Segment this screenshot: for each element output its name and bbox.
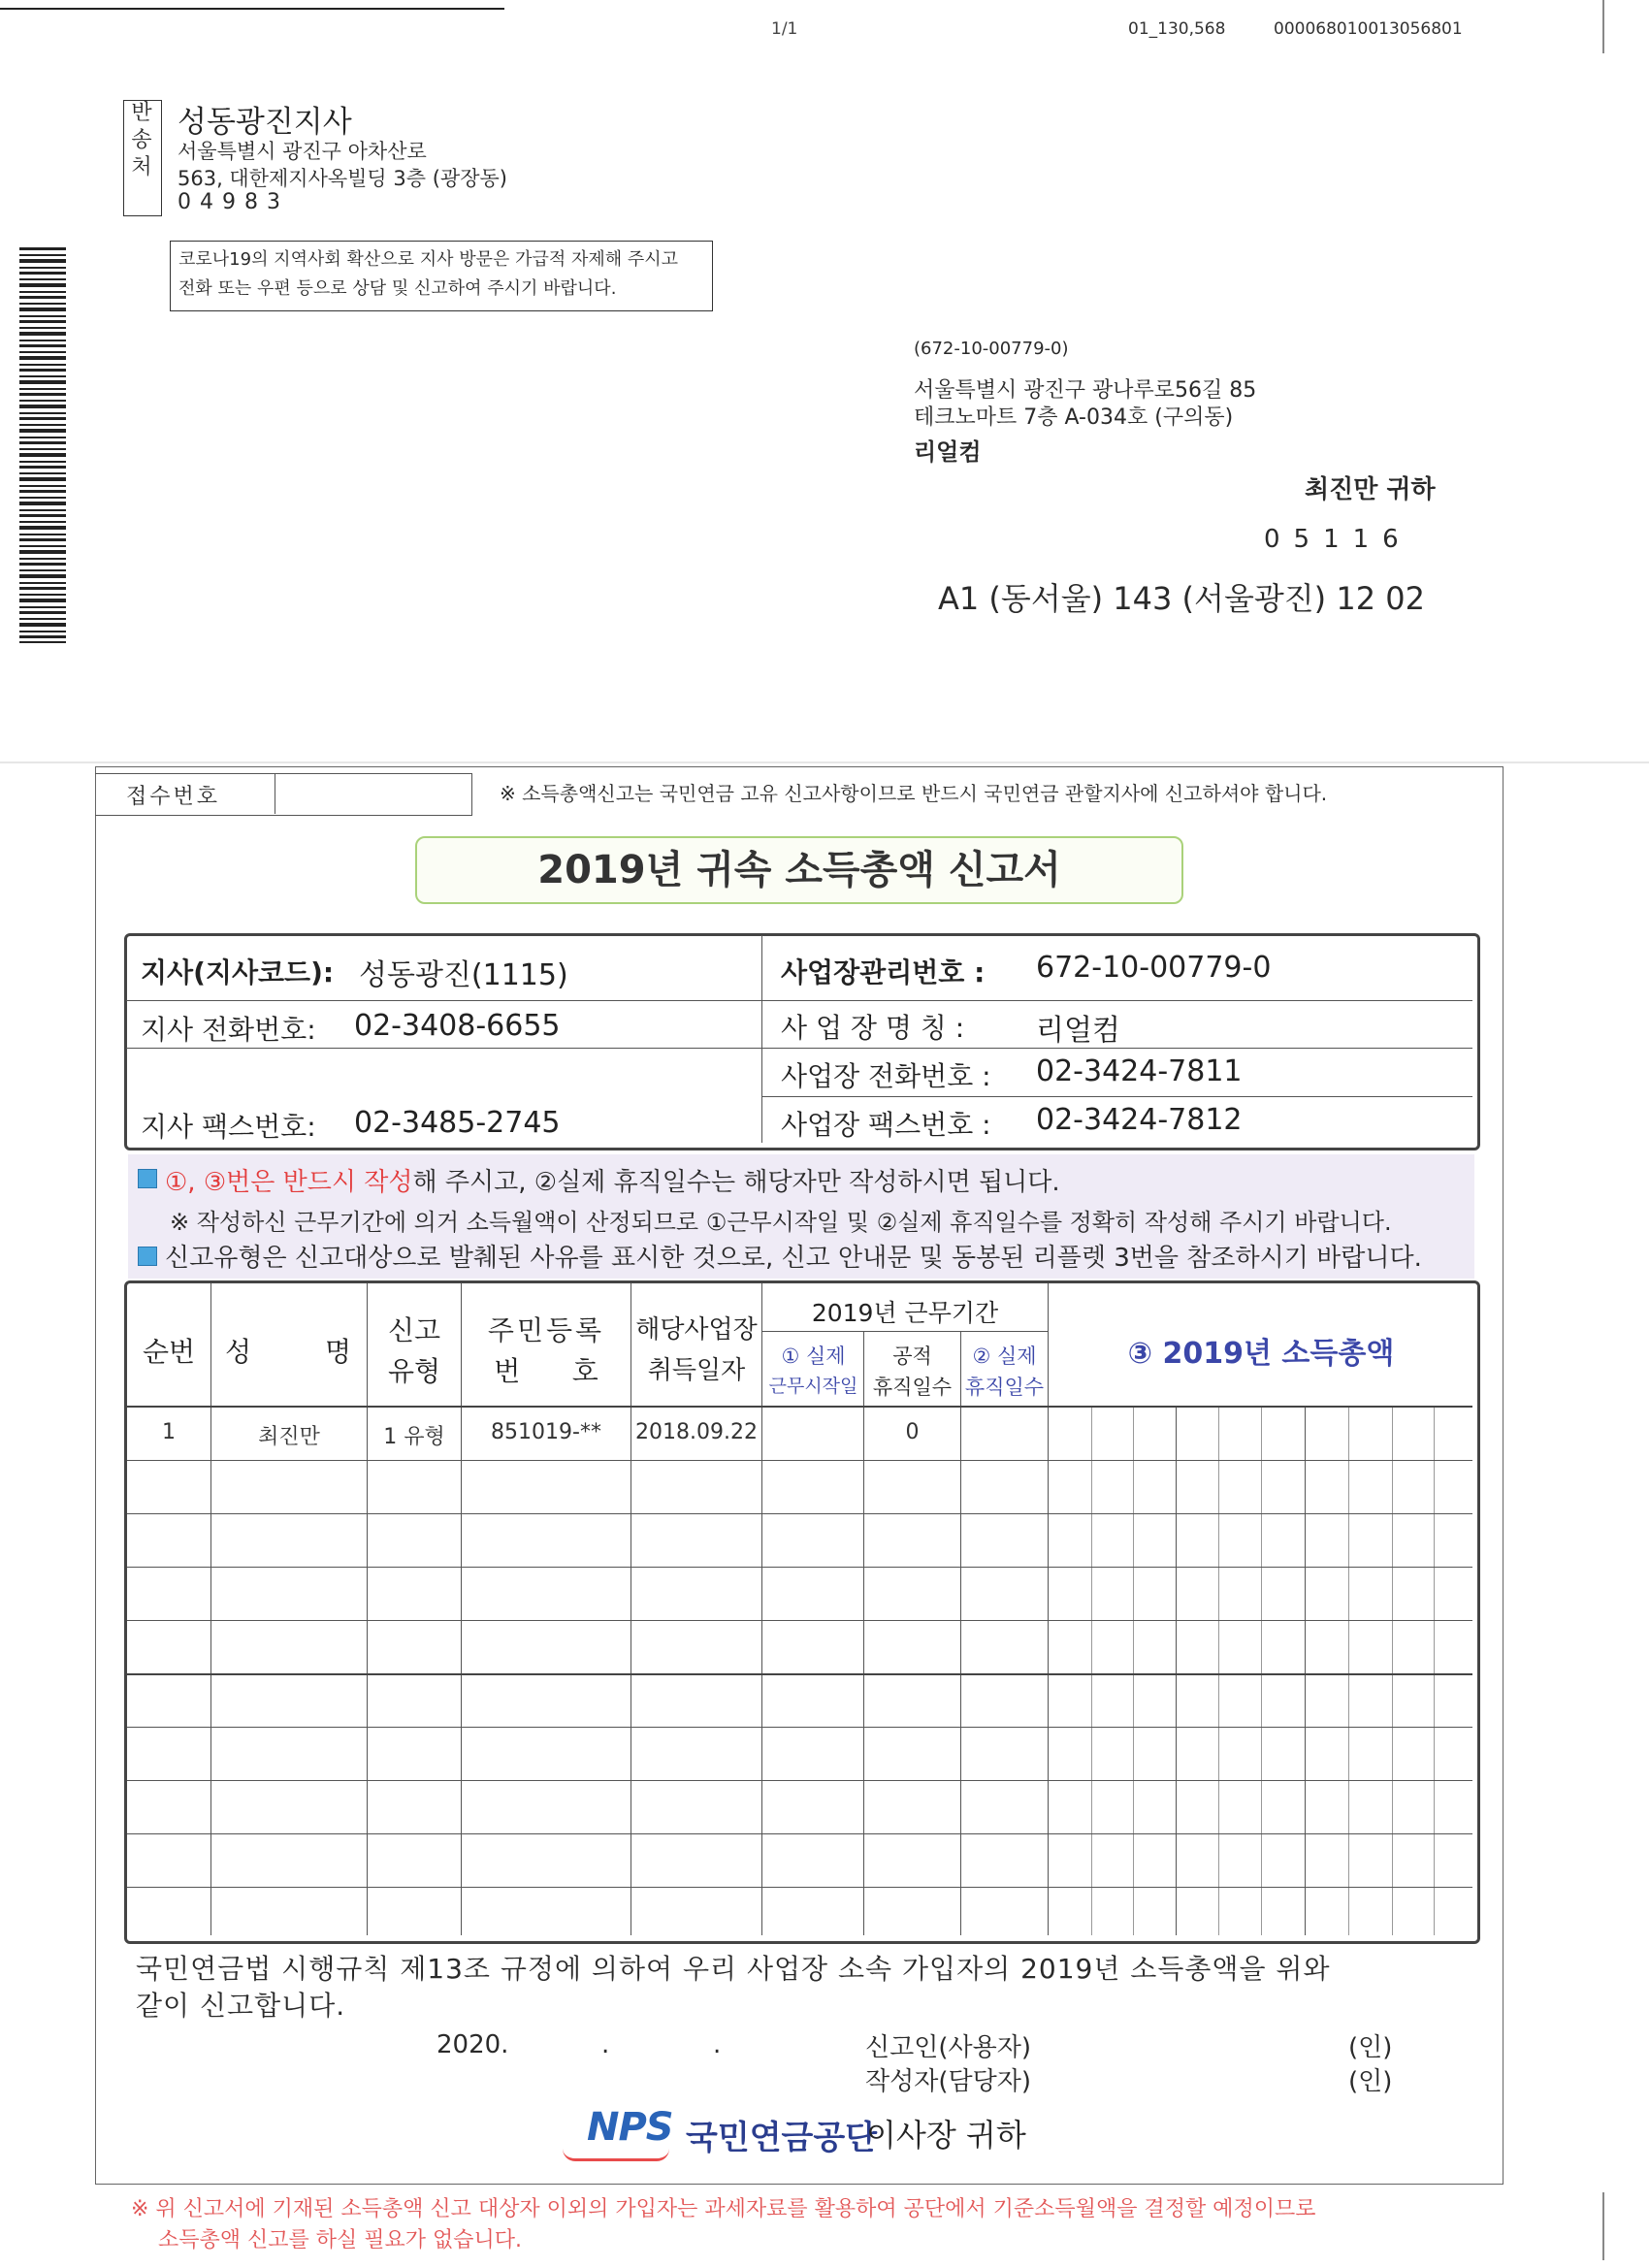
nps-org-name: 국민연금공단	[686, 2119, 878, 2157]
header-type-a: 신고	[387, 1314, 441, 1346]
top-notice: ※ 소득총액신고는 국민연금 고유 신고사항이므로 반드시 국민연금 관할지사에 신고하셔야 합니다.	[500, 782, 1328, 805]
receipt-number-label: 접수번호	[126, 785, 221, 809]
header-seq: 순번	[142, 1336, 196, 1368]
table-col-line	[367, 1283, 368, 1935]
nps-addressee: 이사장 귀하	[866, 2117, 1026, 2154]
recipient-business-id: (672-10-00779-0)	[914, 339, 1069, 359]
row1-name: 최진만	[258, 1425, 320, 1449]
table-row-line	[127, 1673, 1472, 1675]
header-acq-a: 해당사업장	[635, 1315, 758, 1345]
amount-grid-line	[1305, 1407, 1306, 1935]
amount-grid-line	[1218, 1407, 1219, 1935]
table-row-line	[127, 1460, 1472, 1461]
footer-note-line2: 소득총액 신고를 하실 필요가 없습니다.	[158, 2228, 522, 2252]
biz-fax-value: 02-3424-7812	[1036, 1103, 1243, 1137]
seal-writer: (인)	[1348, 2067, 1393, 2096]
branch-fax-label: 지사 팩스번호:	[141, 1111, 316, 1143]
top-rule	[0, 8, 504, 10]
covid-notice-line1: 코로나19의 지역사회 확산으로 지사 방문은 가급적 자제해 주시고	[178, 249, 679, 270]
row1-income-field[interactable]	[1050, 1414, 1472, 1455]
footer-note-line1: ※ 위 신고서에 기재된 소득총액 신고 대상자 이외의 가입자는 과세자료를 활용하여 공단에서 기준소득월액을 결정할 예정이므로	[131, 2197, 1316, 2221]
header-name-b: 명	[325, 1336, 352, 1368]
row1-acq-date: 2018.09.22	[635, 1420, 758, 1444]
instruction-line2: ※ 작성하신 근무기간에 의거 소득월액이 산정되므로 ①근무시작일 및 ②실제 휴직일수를 정확히 작성해 주시기 바랍니다.	[170, 1209, 1392, 1236]
row1-type: 1 유형	[383, 1425, 445, 1449]
row1-seq: 1	[162, 1420, 176, 1444]
amount-grid-line	[1261, 1407, 1262, 1935]
nps-logo: NPS	[587, 2105, 673, 2150]
seal-employer: (인)	[1348, 2033, 1393, 2062]
info-col-divider	[761, 935, 762, 1143]
biz-name-value: 리얼컴	[1036, 1014, 1120, 1048]
declaration-month: .	[601, 2030, 610, 2059]
branch-value: 성동광진(1115)	[359, 958, 568, 992]
recipient-company: 리얼컴	[914, 438, 982, 466]
page-indicator: 1/1	[771, 19, 798, 39]
branch-phone-value: 02-3408-6655	[354, 1009, 561, 1043]
tracking-number: 000068010013056801	[1274, 19, 1463, 39]
branch-phone-label: 지사 전화번호:	[141, 1014, 316, 1046]
row1-public-leave: 0	[905, 1420, 920, 1444]
table-header-divider	[761, 1331, 1048, 1332]
fold-line	[0, 761, 1649, 763]
header-real-a: ② 실제	[972, 1345, 1037, 1368]
amount-grid-line	[1434, 1407, 1435, 1935]
header-name-a: 성	[225, 1336, 252, 1368]
row1-real-leave-field[interactable]	[961, 1414, 1048, 1455]
table-row-line	[127, 1727, 1472, 1728]
return-address-line2: 563, 대한제지사옥빌딩 3층 (광장동)	[178, 167, 507, 190]
table-col-line	[461, 1283, 462, 1935]
table-col-line	[1048, 1283, 1049, 1935]
table-row-line	[127, 1887, 1472, 1888]
row1-start-field[interactable]	[763, 1414, 863, 1455]
amount-grid-line	[1348, 1407, 1349, 1935]
bullet-square-icon	[138, 1247, 157, 1266]
amount-grid-line	[1091, 1407, 1092, 1935]
biz-name-label: 사 업 장 명 칭 :	[781, 1012, 965, 1044]
page-edge	[1602, 0, 1604, 53]
amount-grid-line	[1392, 1407, 1393, 1935]
table-header-bottom	[127, 1406, 1472, 1408]
table-row-line	[127, 1567, 1472, 1568]
declaration-line1: 국민연금법 시행규칙 제13조 규정에 의하여 우리 사업장 소속 가입자의 2019년 소득총액을 위와	[136, 1953, 1331, 1985]
amount-grid-line	[1176, 1407, 1177, 1935]
header-rrn-b: 번 호	[494, 1355, 598, 1387]
biz-fax-label: 사업장 팩스번호 :	[781, 1109, 991, 1141]
return-label: 반송처	[131, 101, 152, 179]
declaration-day: .	[713, 2030, 722, 2059]
branch-label: 지사(지사코드):	[141, 956, 335, 988]
receipt-number-field[interactable]	[281, 780, 466, 809]
header-income: ③ 2019년 소득총액	[1127, 1337, 1395, 1371]
signer-writer: 작성자(담당자)	[865, 2067, 1031, 2096]
bullet-square-icon	[138, 1169, 157, 1188]
row1-rrn: 851019-**	[491, 1420, 601, 1444]
table-row-line	[127, 1620, 1472, 1621]
instruction-line1	[165, 1162, 1060, 1198]
header-real-b: 휴직일수	[964, 1376, 1045, 1399]
biz-mgmt-value: 672-10-00779-0	[1036, 951, 1272, 985]
recipient-person: 최진만 귀하	[1305, 475, 1436, 504]
instruction-line1-rest: 해 주시고, ②실제 휴직일수는 해당자만 작성하시면 됩니다.	[412, 1168, 1060, 1197]
info-row-divider	[126, 1000, 1472, 1001]
header-start-b: 근무시작일	[768, 1376, 858, 1397]
instruction-line3: 신고유형은 신고대상으로 발췌된 사유를 표시한 것으로, 신고 안내문 및 동봉된 리플렛 3번을 참조하시기 바랍니다.	[165, 1244, 1422, 1273]
info-row-divider	[762, 1096, 1472, 1097]
instruction-line1-required: ①, ③번은 반드시 작성	[165, 1168, 413, 1197]
header-rrn-a: 주민등록	[487, 1314, 605, 1346]
header-type-b: 유형	[387, 1355, 441, 1387]
doc-code: 01_130,568	[1128, 19, 1226, 39]
table-row-line	[127, 1780, 1472, 1781]
covid-notice	[170, 241, 713, 311]
amount-grid-line	[1133, 1407, 1134, 1935]
form-title: 2019년 귀속 소득총액 신고서	[415, 836, 1183, 904]
recipient-address-line2: 테크노마트 7층 A-034호 (구의동)	[914, 405, 1234, 430]
header-leave-a: 공적	[892, 1345, 932, 1368]
return-postal-code: 04983	[178, 190, 289, 214]
return-branch-name: 성동광진지사	[178, 105, 352, 140]
page-edge-bottom	[1602, 2192, 1604, 2260]
signer-employer: 신고인(사용자)	[865, 2033, 1031, 2062]
header-period: 2019년 근무기간	[811, 1299, 999, 1327]
header-acq-b: 취득일자	[647, 1356, 746, 1385]
table-col-line	[210, 1283, 211, 1935]
recipient-address-line1: 서울특별시 광진구 광나루로56길 85	[914, 378, 1257, 403]
biz-mgmt-label: 사업장관리번호 :	[781, 956, 986, 988]
nps-logo-swoosh	[563, 2149, 669, 2161]
biz-phone-label: 사업장 전화번호 :	[781, 1060, 991, 1092]
covid-notice-line2: 전화 또는 우편 등으로 상담 및 신고하여 주시기 바랍니다.	[178, 278, 617, 299]
recipient-route-code: A1 (동서울) 143 (서울광진) 12 02	[938, 580, 1425, 617]
recipient-postal-code: 05116	[1264, 525, 1412, 554]
biz-phone-value: 02-3424-7811	[1036, 1054, 1243, 1088]
declaration-year: 2020.	[436, 2030, 509, 2059]
table-row-line	[127, 1833, 1472, 1834]
header-start-a: ① 실제	[781, 1345, 846, 1368]
declaration-line2: 같이 신고합니다.	[136, 1990, 346, 2022]
return-address-line1: 서울특별시 광진구 아차산로	[178, 140, 427, 163]
table-col-line	[761, 1283, 762, 1935]
postal-barcode	[19, 247, 66, 643]
header-leave-b: 휴직일수	[872, 1376, 953, 1399]
branch-fax-value: 02-3485-2745	[354, 1106, 561, 1140]
info-row-divider	[126, 1048, 1472, 1049]
table-col-line	[630, 1283, 631, 1935]
table-row-line	[127, 1513, 1472, 1514]
